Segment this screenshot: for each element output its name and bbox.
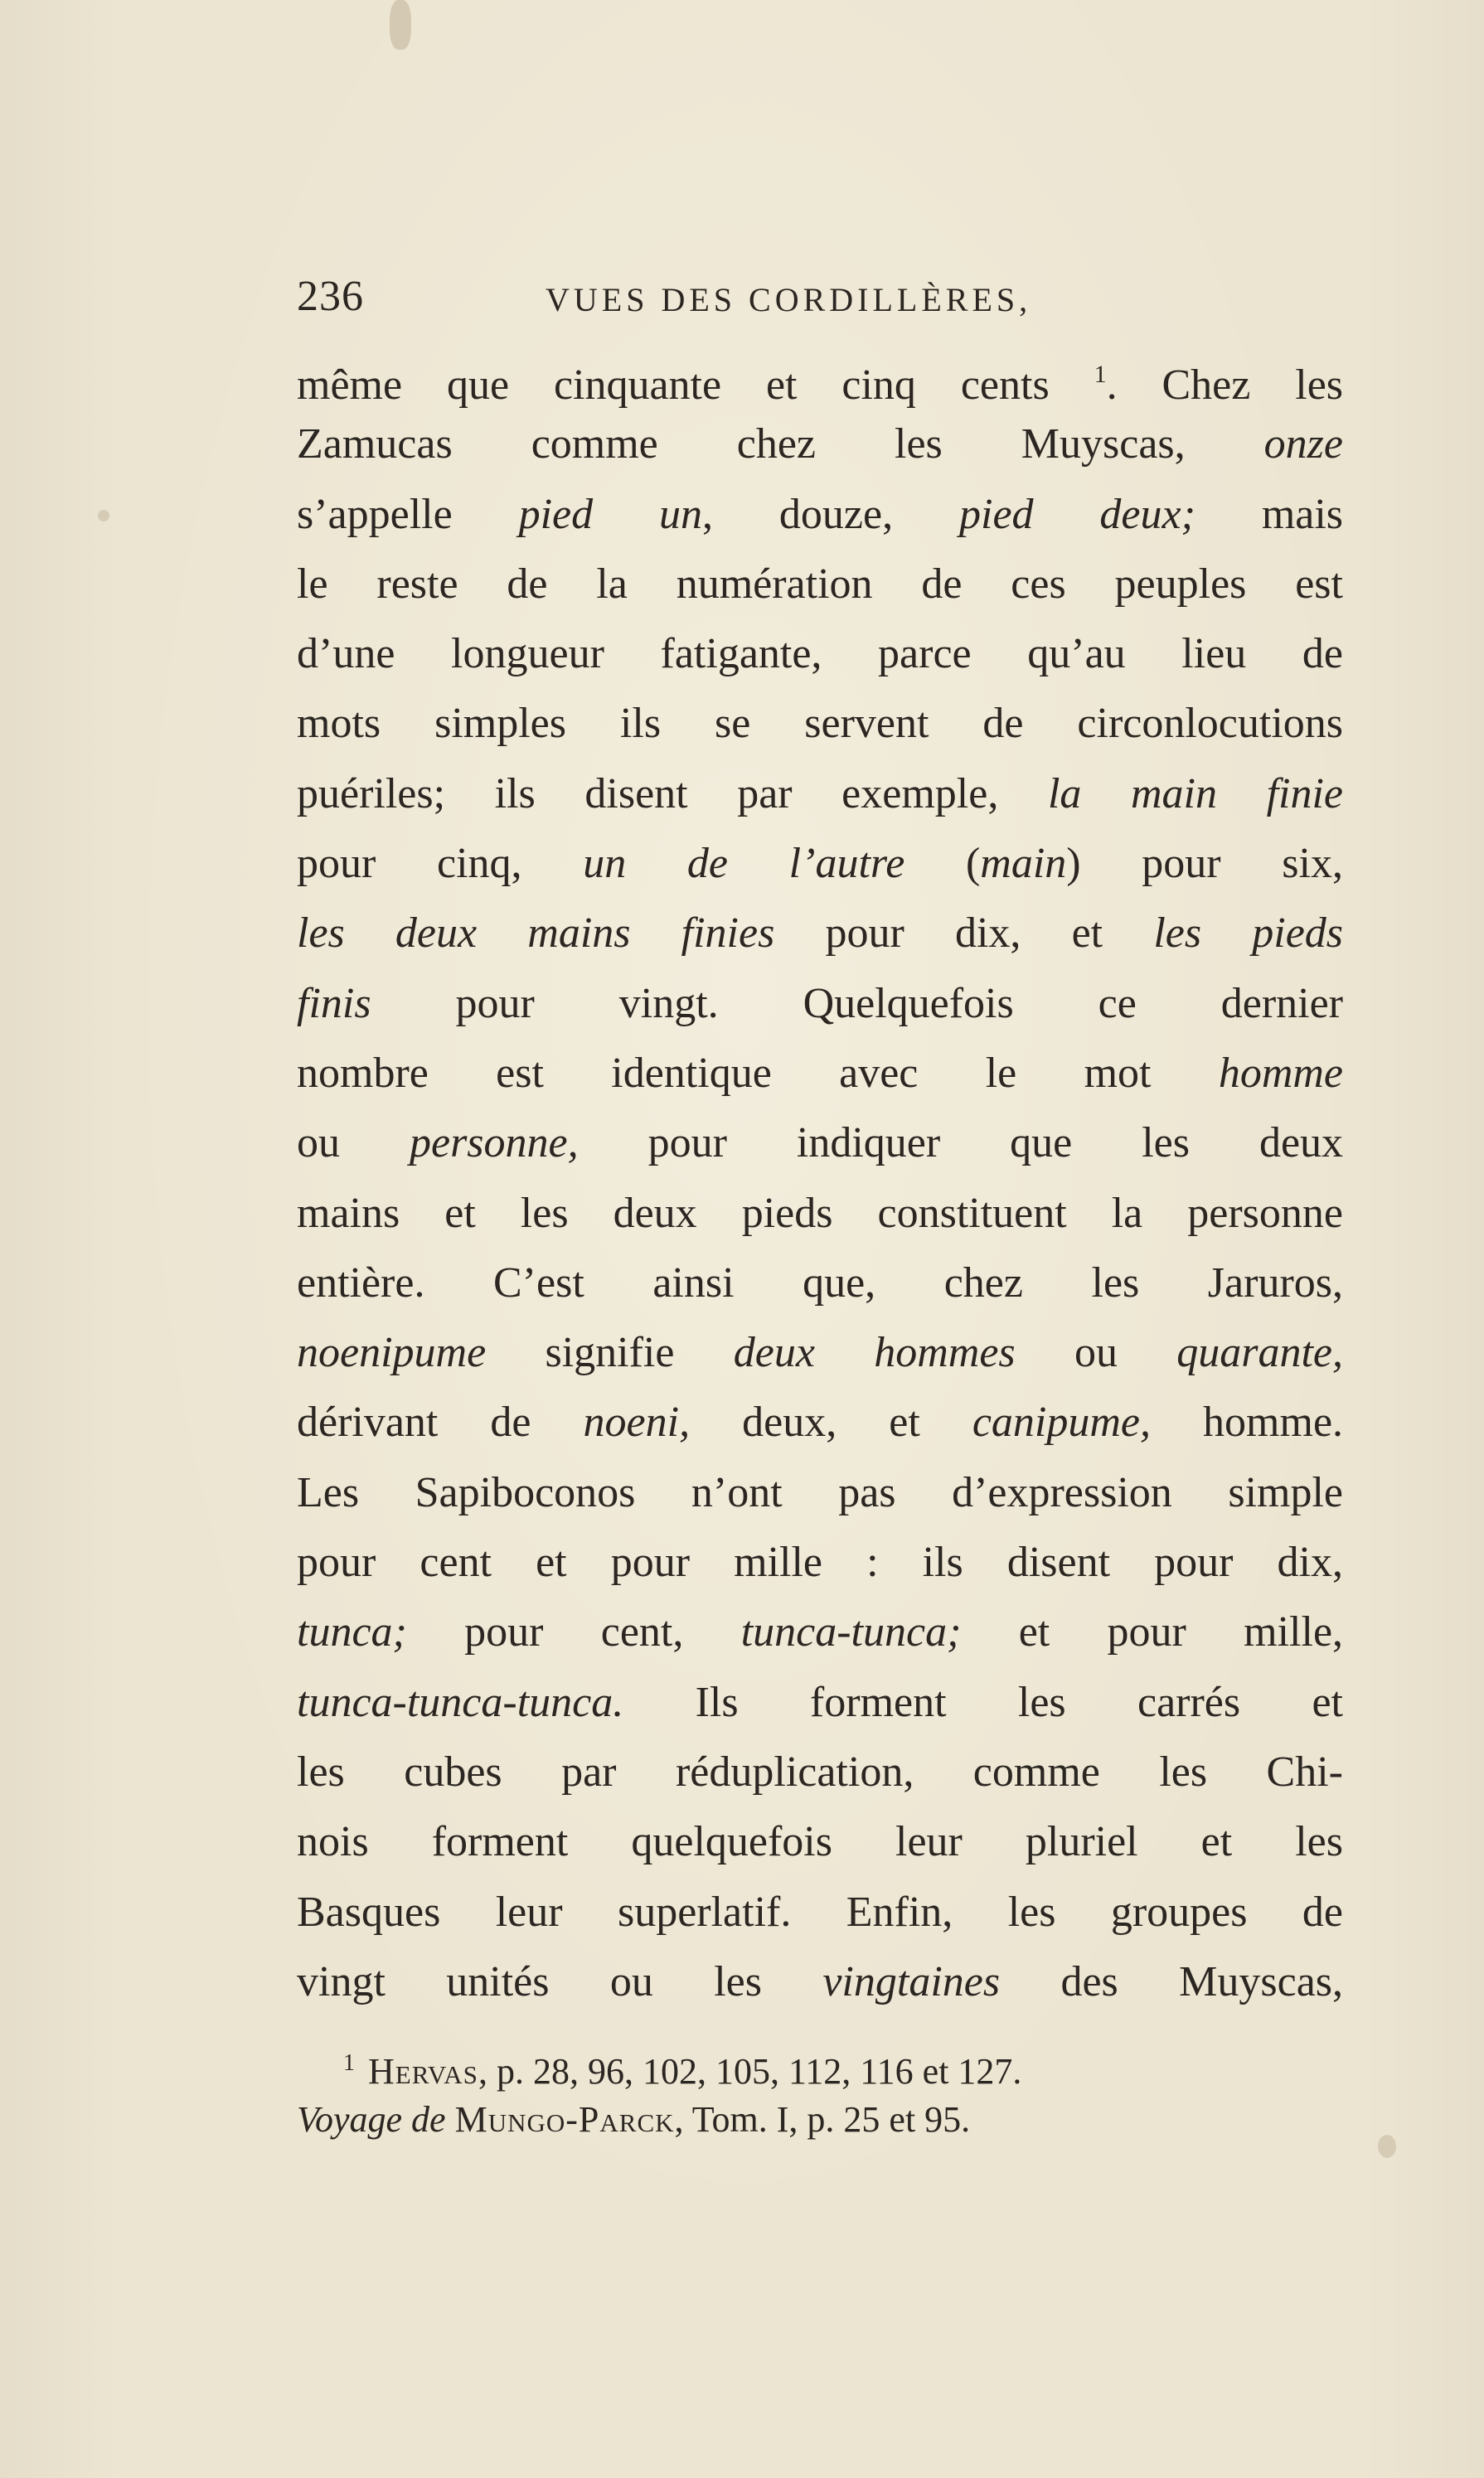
author-name: Mungo-Parck: [454, 2099, 675, 2140]
page-header: [297, 272, 1343, 322]
text-line: les deux mains finies pour dix, et les pieds: [297, 909, 1344, 958]
text-line: Les Sapiboconos n’ont pas d’expression simple: [297, 1468, 1343, 1516]
paper-stain: [390, 0, 411, 50]
text-line: les cubes par réduplication, comme les Chi-: [297, 1748, 1343, 1796]
text-line: nois forment quelquefois leur pluriel et les: [297, 1818, 1343, 1866]
footnote-line: $^1$ Hervas, p. 28, 96, 102, 105, 112, 116 et 127.: [343, 2050, 1022, 2092]
text-line: finis pour vingt. Quelquefois ce dernier: [297, 979, 1343, 1027]
text-line: Basques leur superlatif. Enfin, les groupes de: [297, 1888, 1343, 1936]
text-line: tunca-tunca-tunca. Ils forment les carrés et: [297, 1678, 1343, 1726]
text-line: Zamucas comme chez les Muyscas, onze: [297, 420, 1343, 468]
body-text: [297, 340, 1343, 2017]
footnote-line: Voyage de Mungo-Parck, Tom. I, p. 25 et 95.: [297, 2099, 971, 2140]
text-line: nombre est identique avec le mot homme: [297, 1049, 1343, 1097]
text-line: puériles; ils disent par exemple, la main finie: [297, 769, 1344, 817]
text-line: s’appelle pied un, douze, pied deux; mais: [297, 490, 1344, 538]
footnote-reference: 1: [1094, 361, 1107, 388]
page-number: 236: [297, 273, 364, 320]
paper-stain: [98, 510, 109, 521]
text-line: le reste de la numération de ces peuples est: [297, 560, 1343, 608]
text-line: mots simples ils se servent de circonlocutions: [297, 700, 1343, 748]
author-name: Hervas: [368, 2051, 478, 2092]
text-line: d’une longueur fatigante, parce qu’au lieu de: [297, 630, 1343, 678]
paper-stain: [1378, 2135, 1396, 2158]
text-line: vingt unités ou les vingtaines des Muyscas,: [297, 1957, 1344, 2005]
text-line: entière. C’est ainsi que, chez les Jaruros,: [297, 1258, 1343, 1307]
text-line: pour cinq, un de l’autre (main) pour six,: [297, 840, 1343, 888]
text-line: noenipume signifie deux hommes ou quarante,: [297, 1329, 1343, 1377]
text-line: pour cent et pour mille : ils disent pour dix,: [297, 1539, 1343, 1587]
text-line: mains et les deux pieds constituent la personne: [297, 1189, 1343, 1237]
text-line: tunca; pour cent, tunca-tunca; et pour mille,: [297, 1608, 1344, 1656]
footnotes: [297, 2035, 1343, 2148]
text-line: dérivant de noeni, deux, et canipume, homme.: [297, 1399, 1344, 1447]
running-title: VUES DES CORDILLÈRES,: [546, 281, 1032, 318]
text-line: ou personne, pour indiquer que les deux: [297, 1119, 1344, 1167]
footnote-mark: 1: [343, 2050, 355, 2076]
text-line: même que cinquante et cinq cents $^1$. Chez les: [297, 361, 1344, 409]
